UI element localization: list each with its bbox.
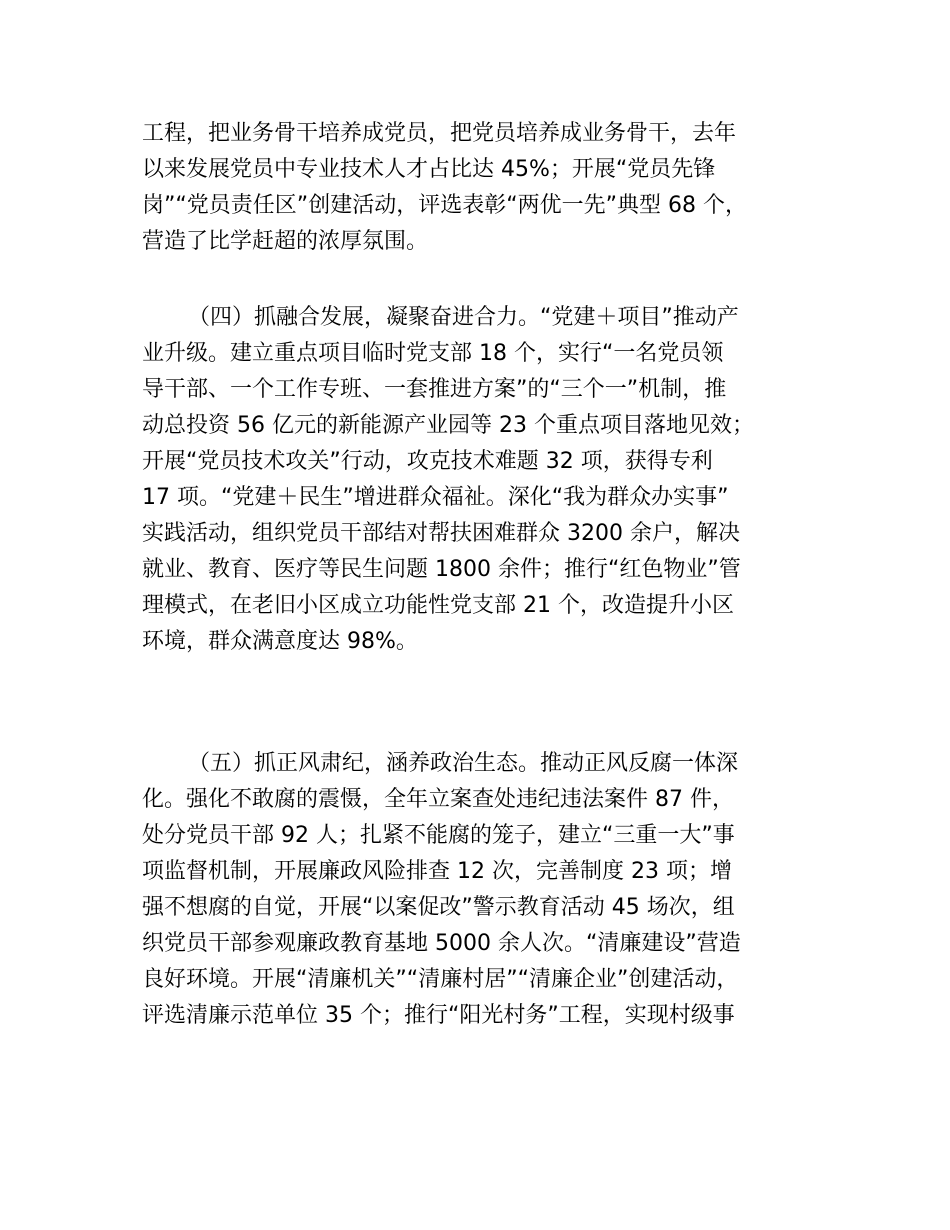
text-line: 17 项。“党建＋民生”增进群众福祉。深化“我为群众办实事” [142,485,729,510]
text-line: 实践活动，组织党员干部结对帮扶困难群众 3200 余户，解决 [142,521,740,546]
text-line: 以来发展党员中专业技术人才占比达 45%；开展“党员先锋 [142,157,716,182]
text-line: 良好环境。开展“清廉机关”“清廉村居”“清廉企业”创建活动， [142,967,739,992]
text-line: 处分党员干部 92 人；扎紧不能腐的笼子，建立“三重一大”事 [142,823,735,848]
text-line: 环境，群众满意度达 98%。 [142,629,418,654]
text-line: 化。强化不敢腐的震慑，全年立案查处违纪违法案件 87 件， [142,787,734,812]
text-line: 营造了比学赶超的浓厚氛围。 [142,229,429,254]
text-line: 岗”“党员责任区”创建活动，评选表彰“两优一先”典型 68 个， [142,193,747,218]
text-line: 开展“党员技术攻关”行动，攻克技术难题 32 项，获得专利 [142,449,713,474]
text-line: 动总投资 56 亿元的新能源产业园等 23 个重点项目落地见效； [142,413,754,438]
text-line: 就业、教育、医疗等民生问题 1800 余件；推行“红色物业”管 [142,557,741,582]
text-line: 工程，把业务骨干培养成党员，把党员培养成业务骨干，去年 [142,121,737,146]
text-line: 业升级。建立重点项目临时党支部 18 个，实行“一名党员领 [142,341,724,366]
paragraph-section-five [142,746,842,1034]
paragraph-section-four [142,300,842,660]
paragraph-continuation [142,116,842,260]
text-line: 强不想腐的自觉，开展“以案促改”警示教育活动 45 场次，组 [142,895,735,920]
text-line: 导干部、一个工作专班、一套推进方案”的“三个一”机制，推 [142,377,727,402]
text-line: （五）抓正风肃纪，涵养政治生态。推动正风反腐一体深 [188,751,739,776]
text-line: 项监督机制，开展廉政风险排查 12 次，完善制度 23 项；增 [142,859,732,884]
text-line: （四）抓融合发展，凝聚奋进合力。“党建＋项目”推动产 [188,305,739,330]
text-line: 评选清廉示范单位 35 个；推行“阳光村务”工程，实现村级事 [142,1003,735,1028]
text-line: 织党员干部参观廉政教育基地 5000 余人次。“清廉建设”营造 [142,931,741,956]
text-line: 理模式，在老旧小区成立功能性党支部 21 个，改造提升小区 [142,593,734,618]
